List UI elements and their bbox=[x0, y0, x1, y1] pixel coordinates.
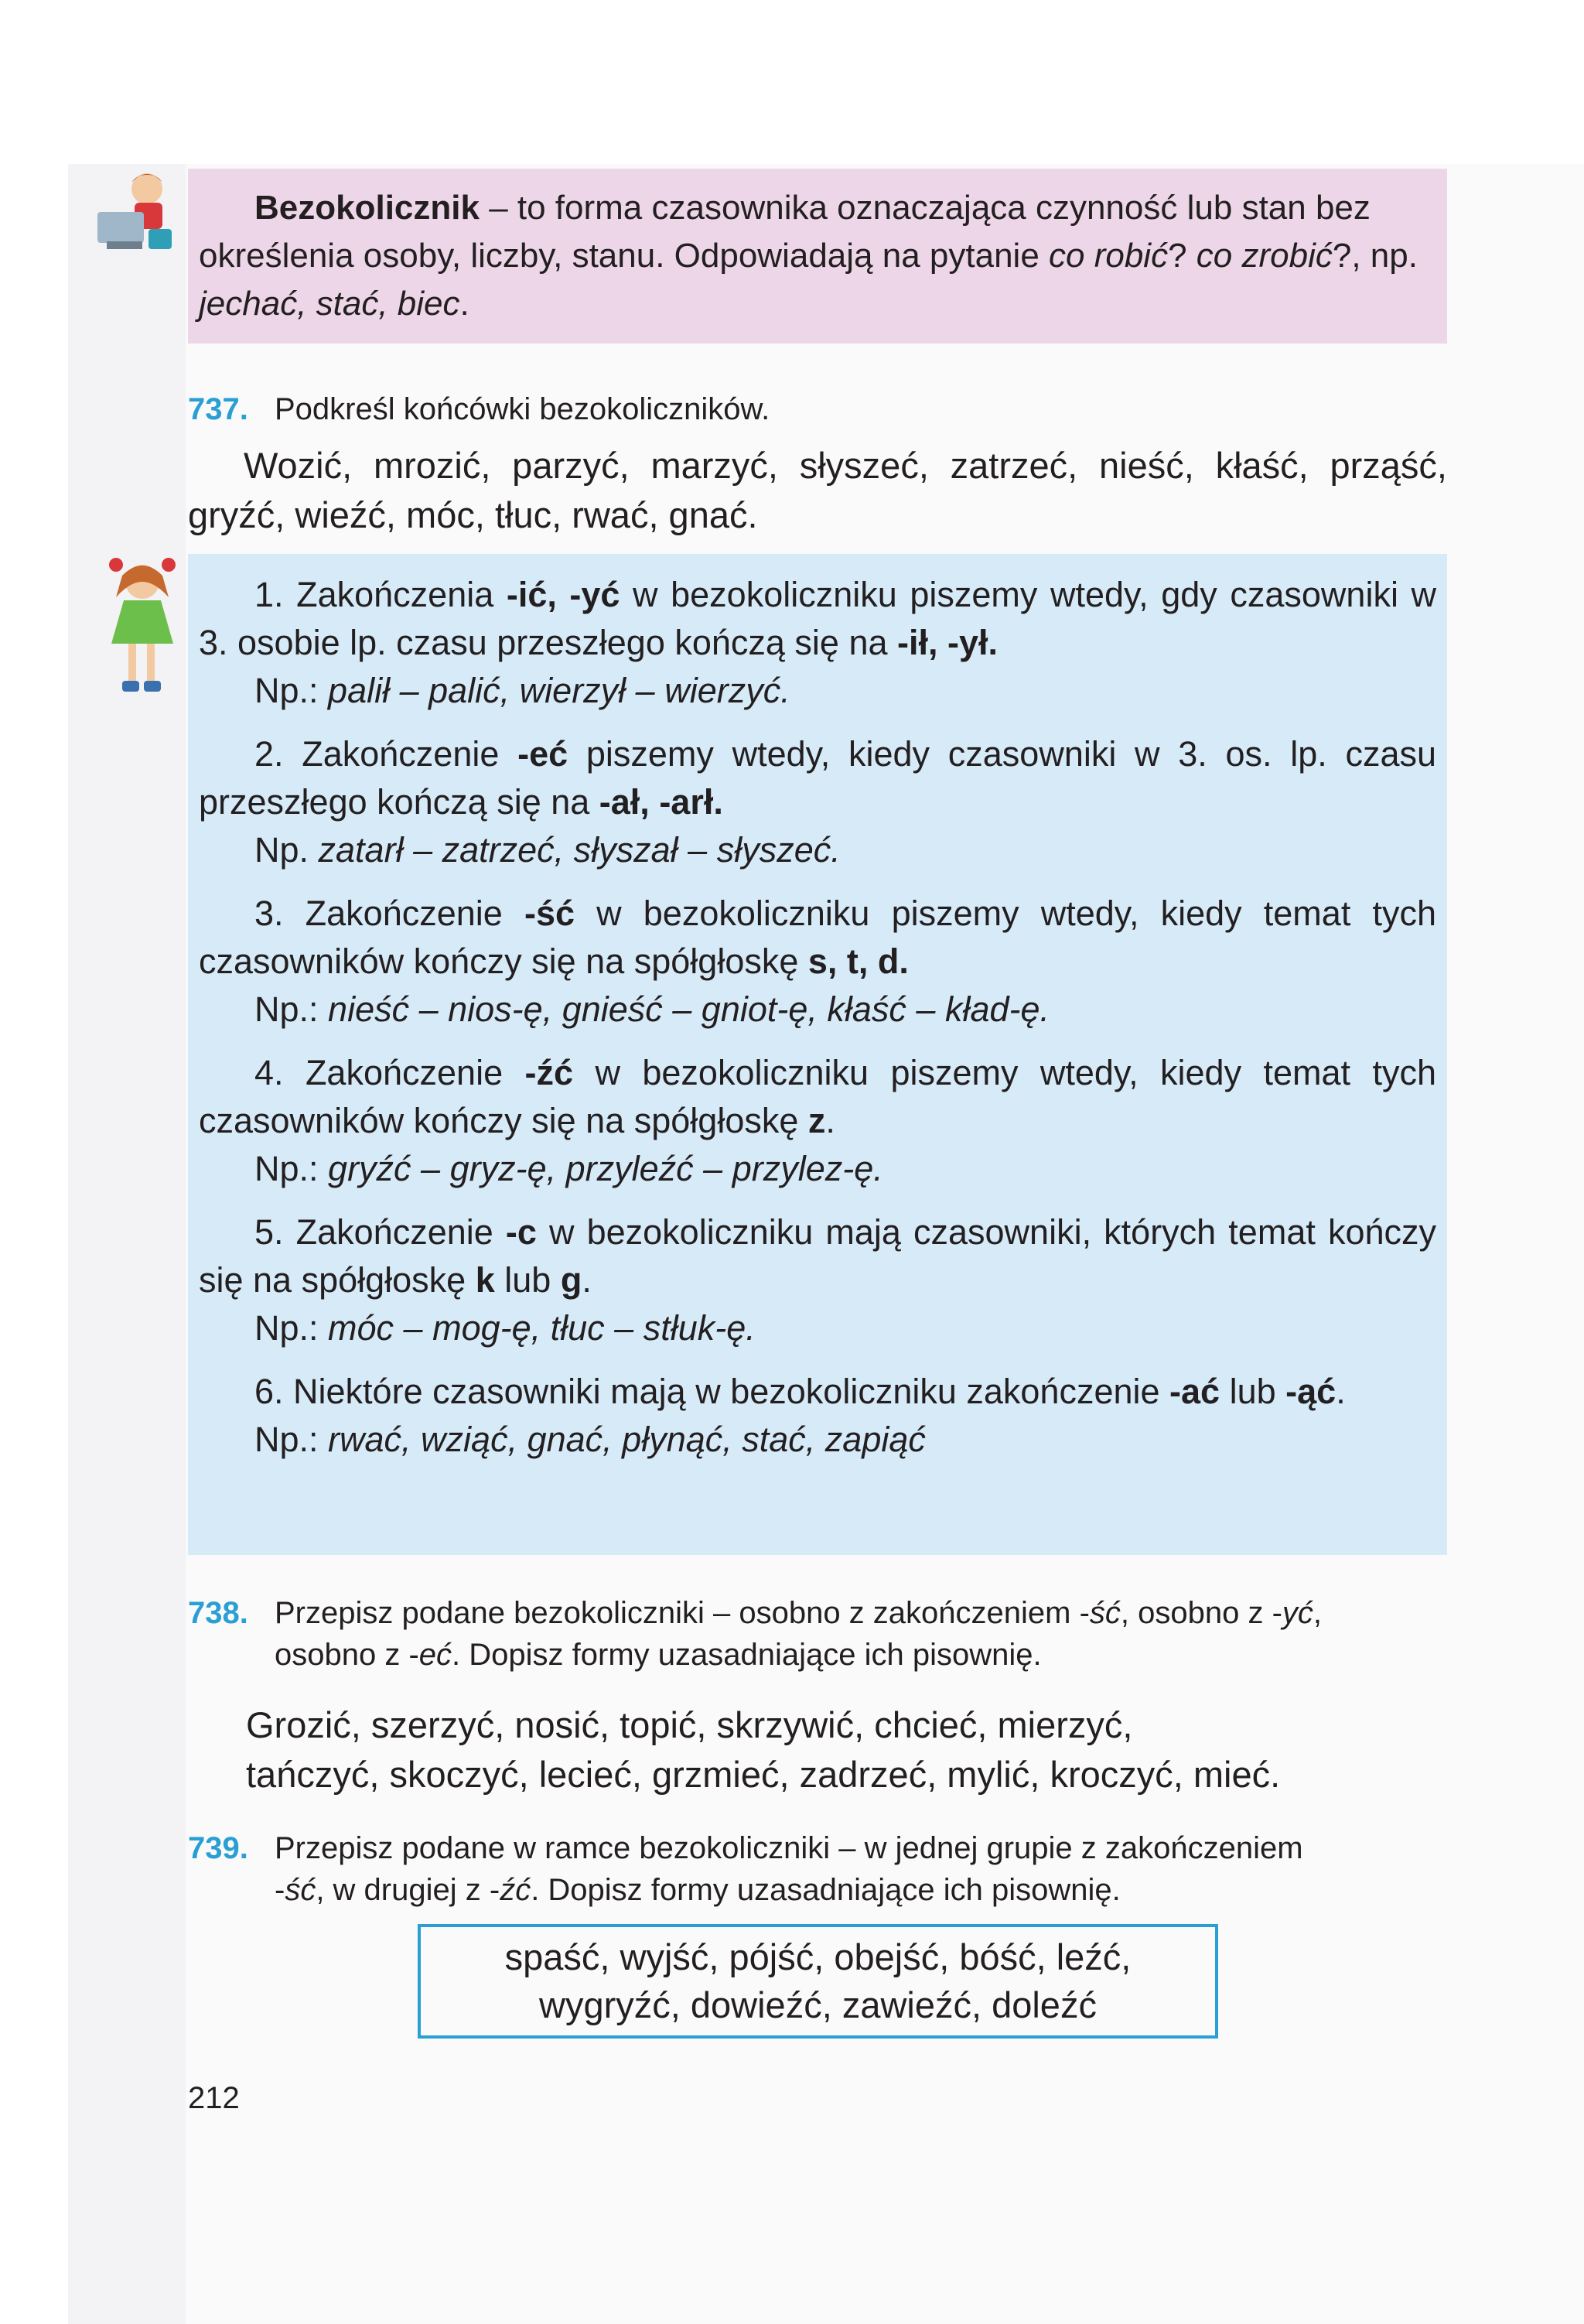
rule-example: Np.: gryźć – gryz-ę, przyleźć – przylez-ę. bbox=[254, 1149, 883, 1188]
rule-example: Np.: rwać, wziąć, gnać, płynąć, stać, zapiąć bbox=[254, 1420, 926, 1459]
page-number: 212 bbox=[188, 2081, 240, 2115]
rule-example: Np.: móc – mog-ę, tłuc – stłuk-ę. bbox=[254, 1308, 756, 1348]
girl-illustration bbox=[99, 551, 184, 706]
rule-item: 2. Zakończenie -eć piszemy wtedy, kiedy czasowniki w 3. os. lp. czasu przeszłego kończą się na -ał, -arł. Np. zatarł – zatrzeć, słyszał – słyszeć. bbox=[199, 730, 1436, 874]
definition-term: Bezokolicznik bbox=[254, 189, 480, 227]
exercise-739 bbox=[188, 1827, 1447, 1911]
rule-example: Np.: palił – palić, wierzył – wierzyć. bbox=[254, 671, 790, 710]
exercise-737-words: Wozić, mrozić, parzyć, marzyć, słyszeć, zatrzeć, nieść, kłaść, prząść, gryźć, wieźć, móc, tłuc, rwać, gnać. bbox=[188, 445, 1447, 535]
exercise-number: 739. bbox=[188, 1831, 248, 1865]
exercise-number: 737. bbox=[188, 392, 248, 426]
exercise-number: 738. bbox=[188, 1596, 248, 1630]
word-frame: spaść, wyjść, pójść, obejść, bóść, leźć, wygryźć, dowieźć, zawieźć, doleźć bbox=[418, 1924, 1218, 2039]
rule-item: 3. Zakończenie -ść w bezokoliczniku piszemy wtedy, kiedy temat tych czasowników kończy się na spółgłoskę s, t, d. Np.: nieść – nios-ę, gnieść – gniot-ę, kłaść – kład-ę. bbox=[199, 890, 1436, 1034]
rule-item: 4. Zakończenie -źć w bezokoliczniku piszemy wtedy, kiedy temat tych czasowników kończy się na spółgłoskę z. Np.: gryźć – gryz-ę, przyleźć – przylez-ę. bbox=[199, 1049, 1436, 1193]
definition-text: Bezokolicznik – to forma czasownika oznaczająca czynność lub stan bez określenia osoby, liczby, stanu. Odpowiadają na pytanie co robić? co zrobić?, np. jechać, stać, biec. bbox=[199, 189, 1418, 323]
rule-example: Np.: nieść – nios-ę, gnieść – gniot-ę, kłaść – kład-ę. bbox=[254, 989, 1050, 1029]
exercise-738-words: Grozić, szerzyć, nosić, topić, skrzywić, chcieć, mierzyć, tańczyć, skoczyć, lecieć, grzmieć, zadrzeć, mylić, kroczyć, mieć. bbox=[246, 1704, 1281, 1795]
exercise-instruction: Podkreśl końcówki bezokoliczników. bbox=[275, 392, 770, 426]
rule-item: 1. Zakończenia -ić, -yć w bezokoliczniku piszemy wtedy, gdy czasowniki w 3. osobie lp. czasu przeszłego kończą się na -ił, -ył. Np.: palił – palić, wierzył – wierzyć. bbox=[199, 571, 1436, 715]
definition-box bbox=[188, 169, 1447, 343]
rules-box bbox=[188, 554, 1447, 1555]
exercise-instruction: Przepisz podane bezokoliczniki – osobno z zakończeniem -ść, osobno z -yć, osobno z -eć. Dopisz formy uzasadniające ich pisownię. bbox=[275, 1596, 1323, 1672]
page-gutter bbox=[68, 164, 186, 2324]
exercise-738 bbox=[188, 1592, 1447, 1676]
rule-item: 6. Niektóre czasowniki mają w bezokoliczniku zakończenie -ać lub -ąć. Np.: rwać, wziąć, gnać, płynąć, stać, zapiąć bbox=[199, 1368, 1436, 1464]
rule-item: 5. Zakończenie -c w bezokoliczniku mają czasowniki, których temat kończy się na spółgłoskę k lub g. Np.: móc – mog-ę, tłuc – stłuk-ę. bbox=[199, 1208, 1436, 1352]
rule-example: Np. zatarł – zatrzeć, słyszał – słyszeć. bbox=[254, 830, 841, 870]
exercise-instruction: Przepisz podane w ramce bezokoliczniki – w jednej grupie z zakończeniem -ść, w drugiej z -źć. Dopisz formy uzasadniające ich pisownię. bbox=[275, 1831, 1303, 1907]
exercise-737 bbox=[188, 388, 1447, 430]
boy-reading-illustration bbox=[84, 164, 184, 265]
